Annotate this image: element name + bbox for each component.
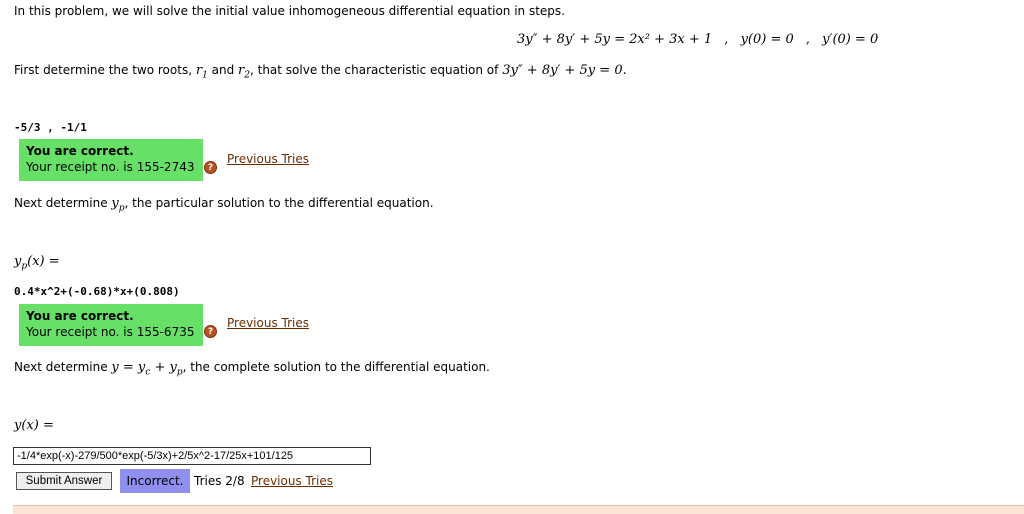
step2-receipt: Your receipt no. is 155-6735 [26,325,195,339]
r1-symbol: $r_1$ [195,63,208,81]
step1-receipt: Your receipt no. is 155-2743 [26,160,195,174]
step2-answer: 0.4*x^2+(-0.68)*x+(0.808) [14,285,180,298]
step3-label: y(x) = [14,418,54,433]
tries-count: Tries 2/8 [194,474,245,488]
step2-correct-status [19,304,203,346]
initial-condition-2: y′(0) = 0 [822,32,879,47]
step3-previous-tries-link[interactable]: Previous Tries [251,474,333,488]
complete-solution-formula: $y = y_c + y_p$ [111,360,183,378]
step2-prompt-b: , the particular solution to the differential equation. [124,196,434,210]
step3-prompt [14,360,490,378]
r2-symbol: $r_2$ [238,63,250,81]
step1-prompt-a: First determine the two roots, [14,63,193,77]
step2-status-title: You are correct. [26,309,134,323]
step1-and: and [211,63,235,77]
incorrect-status-badge: Incorrect. [120,469,190,493]
step1-prompt [14,63,627,81]
initial-condition-1: y(0) = 0 [740,32,794,47]
step1-status-title: You are correct. [26,144,134,158]
step1-prompt-b: , that solve the characteristic equation of [249,63,499,77]
step2-previous-tries-link[interactable]: Previous Tries [227,316,309,330]
help-icon[interactable]: ? [204,161,217,174]
step1-previous-tries-link[interactable]: Previous Tries [227,152,309,166]
step2-label: $y_p(x)$ = [14,254,60,272]
step2-prompt [14,196,434,214]
intro-text: In this problem, we will solve the initial value inhomogeneous differential equation in steps. [14,4,565,18]
step1-answer: -5/3 , -1/1 [14,121,87,134]
step3-prompt-b: , the complete solution to the differential equation. [182,360,490,374]
step2-prompt-a: Next determine [14,196,108,210]
characteristic-equation: 3y″ + 8y′ + 5y = 0. [502,63,627,78]
submit-answer-button[interactable]: Submit Answer [16,472,112,490]
yp-symbol: $y_p$ [111,196,125,214]
equation-lhs: 3y″ + 8y′ + 5y = 2x² + 3x + 1 [517,32,713,47]
help-icon[interactable]: ? [204,325,217,338]
step1-correct-status [19,139,203,181]
answer-input[interactable]: -1/4*exp(-x)-279/500*exp(-5/3x)+2/5x^2-17/25x+101/125 [13,447,371,465]
step3-prompt-a: Next determine [14,360,108,374]
main-equation: 3y″ + 8y′ + 5y = 2x² + 3x + 1 , y(0) = 0 , y′(0) = 0 [517,32,879,47]
